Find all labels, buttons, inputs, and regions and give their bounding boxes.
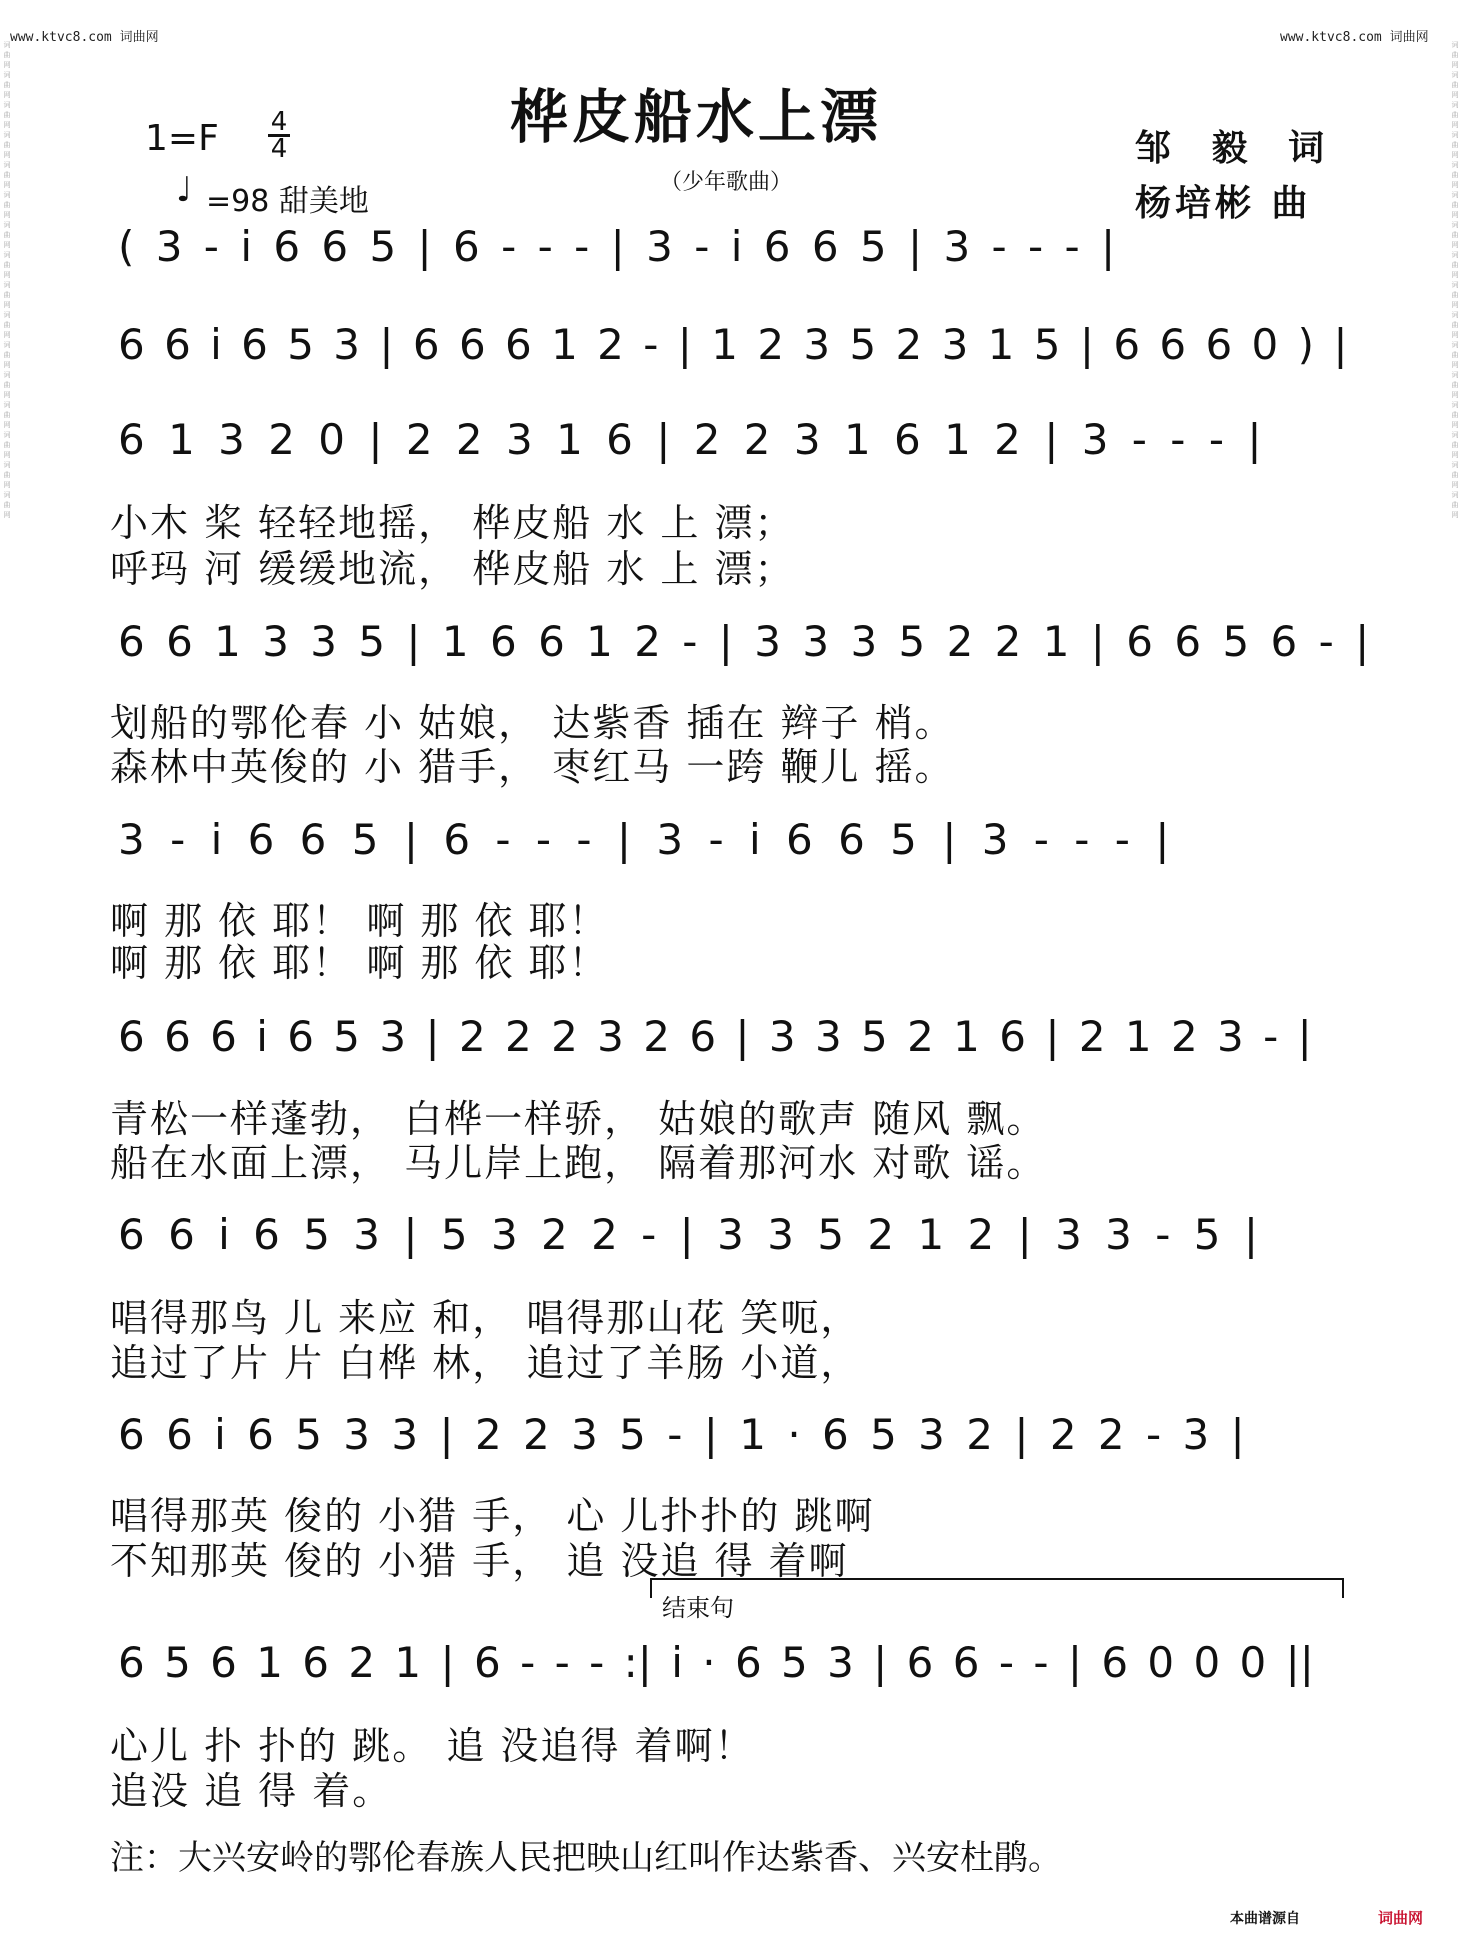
lyrics-verse1-line5: 唱得那鸟 儿 来应 和， 唱得那山花 笑呃， xyxy=(110,1296,861,1340)
lyrics-verse2-line3: 啊 那 依 耶！ 啊 那 依 耶！ xyxy=(110,941,609,985)
song-title: 桦皮船水上漂 xyxy=(510,83,883,151)
lyrics-verse1-line4: 青松一样蓬勃， 白桦一样骄， 姑娘的歌声 随风 飘。 xyxy=(110,1097,1047,1141)
lyrics-verse2-line1: 呼玛 河 缓缓地流， 桦皮船 水 上 漂； xyxy=(110,547,795,591)
time-signature-bottom: 4 xyxy=(270,134,288,164)
score-line-6: 6 6 6 i 6 5 3 | 2 2 2 3 2 6 | 3 3 5 2 1 6 | 2 1 2 3 - | xyxy=(118,1012,1312,1061)
score-line-4: 6 6 1 3 3 5 | 1 6 6 1 2 - | 3 3 3 5 2 2 1 | 6 6 5 6 - | xyxy=(118,617,1370,666)
composer-credit: 杨培彬 曲 xyxy=(1135,183,1312,224)
site-watermark-right: www.ktvc8.com 词曲网 xyxy=(1280,30,1429,45)
lyrics-verse2-line2: 森林中英俊的 小 猎手， 枣红马 一跨 鞭儿 摇。 xyxy=(110,745,955,789)
lyrics-verse1-line7: 心儿 扑 扑的 跳。 追 没追得 着啊！ xyxy=(110,1724,755,1768)
lyrics-verse1-line1: 小木 桨 轻轻地摇， 桦皮船 水 上 漂； xyxy=(110,501,795,545)
score-line-1: ( 3 - i 6 6 5 | 6 - - - | 3 - i 6 6 5 | 3 - - - | xyxy=(118,222,1116,271)
lyrics-verse2-line5: 追过了片 片 白桦 林， 追过了羊肠 小道， xyxy=(110,1341,861,1385)
ending-bracket xyxy=(650,1578,1344,1598)
side-watermark-right: 词曲网词曲网词曲网词曲网词曲网词曲网词曲网词曲网词曲网词曲网词曲网词曲网词曲网词曲网词曲网词曲网 xyxy=(1451,41,1459,519)
lyrics-verse2-line4: 船在水面上漂， 马儿岸上跑， 隔着那河水 对歌 谣。 xyxy=(110,1141,1047,1185)
song-subtitle: （少年歌曲） xyxy=(660,170,793,195)
side-watermark-left: 词曲网词曲网词曲网词曲网词曲网词曲网词曲网词曲网词曲网词曲网词曲网词曲网词曲网词曲网词曲网词曲网 xyxy=(3,41,11,519)
lyrics-verse1-line3: 啊 那 依 耶！ 啊 那 依 耶！ xyxy=(110,899,609,943)
time-signature-top: 4 xyxy=(270,107,288,137)
score-line-3: 6 1 3 2 0 | 2 2 3 1 6 | 2 2 3 1 6 1 2 | 3 - - - | xyxy=(118,415,1262,464)
score-line-7: 6 6 i 6 5 3 | 5 3 2 2 - | 3 3 5 2 1 2 | 3 3 - 5 | xyxy=(118,1210,1258,1259)
lyrics-verse2-line6: 不知那英 俊的 小猎 手， 追 没追 得 着啊 xyxy=(110,1539,849,1583)
tempo-marking: =98 甜美地 xyxy=(206,184,369,219)
lyrics-verse1-line2: 划船的鄂伦春 小 姑娘， 达紫香 插在 辫子 梢。 xyxy=(110,701,955,745)
ending-label: 结束句 xyxy=(662,1594,734,1622)
footnote: 注：大兴安岭的鄂伦春族人民把映山红叫作达紫香、兴安杜鹃。 xyxy=(110,1838,1062,1878)
key-signature: 1=F xyxy=(145,118,219,159)
site-watermark-left: www.ktvc8.com 词曲网 xyxy=(10,30,159,45)
score-line-5: 3 - i 6 6 5 | 6 - - - | 3 - i 6 6 5 | 3 - - - | xyxy=(118,815,1170,864)
score-line-2: 6 6 i 6 5 3 | 6 6 6 1 2 - | 1 2 3 5 2 3 1 5 | 6 6 6 0 ) | xyxy=(118,320,1348,369)
lyrics-verse1-line6: 唱得那英 俊的 小猎 手， 心 儿扑扑的 跳啊 xyxy=(110,1494,875,1538)
footer-source: 本曲谱源自 xyxy=(1230,1911,1300,1927)
lyrics-verse2-line7: 追没 追 得 着。 xyxy=(110,1769,393,1813)
quarter-note-icon: ♩ xyxy=(176,170,193,210)
lyricist-credit: 邹 毅 词 xyxy=(1135,128,1339,169)
score-line-8: 6 6 i 6 5 3 3 | 2 2 3 5 - | 1 · 6 5 3 2 | 2 2 - 3 | xyxy=(118,1410,1245,1459)
footer-brand-link[interactable]: 词曲网 xyxy=(1378,1909,1424,1927)
time-signature xyxy=(268,107,290,164)
score-line-9: 6 5 6 1 6 2 1 | 6 - - - :| i · 6 5 3 | 6 6 - - | 6 0 0 0 || xyxy=(118,1638,1314,1687)
